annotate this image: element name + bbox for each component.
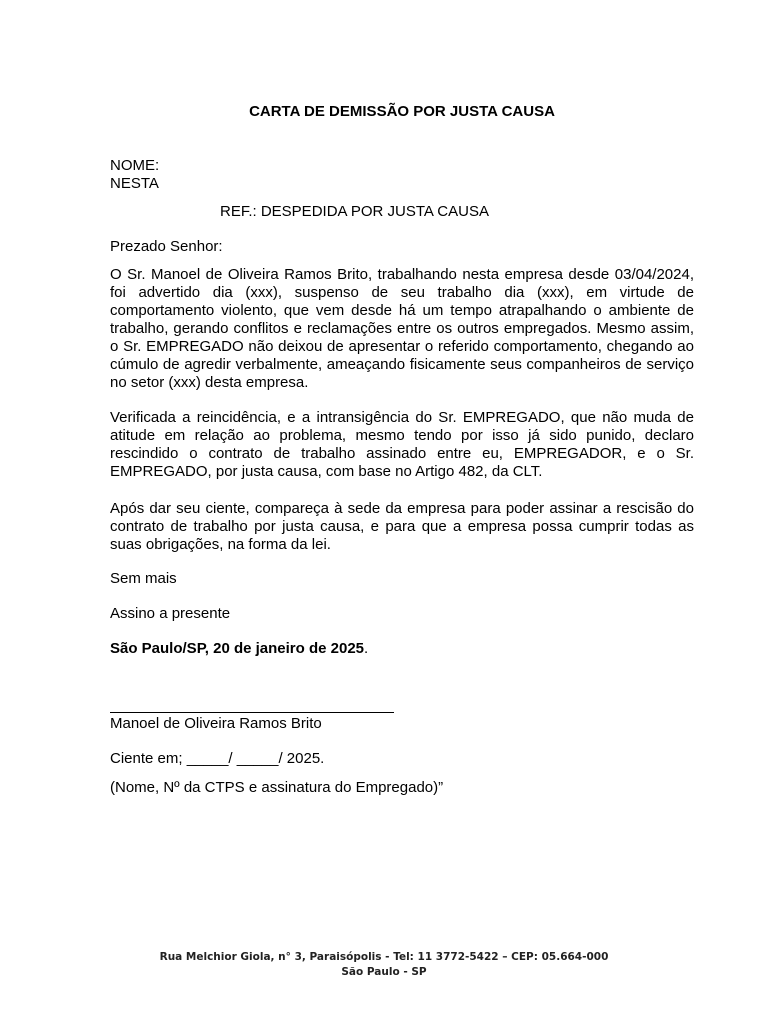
document-title: CARTA DE DEMISSÃO POR JUSTA CAUSA bbox=[249, 103, 555, 120]
place-and-date bbox=[110, 640, 368, 658]
acknowledgement-date: Ciente em; _____/ _____/ 2025. bbox=[110, 750, 325, 767]
closing-sem-mais: Sem mais bbox=[110, 570, 177, 587]
body-paragraph-3: Após dar seu ciente, compareça à sede da empresa para poder assinar a rescisão do contrato de trabalho por justa causa, e para que a empresa possa cumprir todas as suas obrigações, na forma da lei. bbox=[110, 500, 694, 553]
reference-line: REF.: DESPEDIDA POR JUSTA CAUSA bbox=[220, 203, 489, 220]
ctps-note: (Nome, Nº da CTPS e assinatura do Empregado)” bbox=[110, 779, 444, 796]
place-and-date-suffix: . bbox=[364, 640, 369, 657]
salutation: Prezado Senhor: bbox=[110, 238, 223, 255]
footer-address: Rua Melchior Giola, n° 3, Paraisópolis - Tel: 11 3772-5422 – CEP: 05.664-000 bbox=[159, 951, 609, 963]
place-and-date-bold: São Paulo/SP, 20 de janeiro de 2025 bbox=[110, 640, 365, 657]
footer-city: São Paulo - SP bbox=[341, 966, 427, 978]
signature-line bbox=[110, 712, 394, 713]
body-paragraph-1: O Sr. Manoel de Oliveira Ramos Brito, trabalhando nesta empresa desde 03/04/2024, foi advertido dia (xxx), suspenso de seu trabalho dia (xxx), em virtude de comportamento violento, que vem desde há um tempo atrapalhando o ambiente de trabalho, gerando conflitos e reclamações entre os outros empregados. Mesmo assim, o Sr. EMPREGADO não deixou de apresentar o referido comportamento, chegando ao cúmulo de agredir verbalmente, ameaçando fisicamente seus companheiros de serviço no setor (xxx) desta empresa. bbox=[110, 266, 694, 391]
recipient-location-label: NESTA bbox=[110, 175, 159, 192]
footer bbox=[0, 950, 768, 980]
body-paragraph-2: Verificada a reincidência, e a intransigência do Sr. EMPREGADO, que não muda de atitude em relação ao problema, mesmo tendo por isso já sido punido, declaro rescindido o contrato de trabalho assinado entre eu, EMPREGADOR, e o Sr. EMPREGADO, por justa causa, com base no Artigo 482, da CLT. bbox=[110, 409, 694, 480]
recipient-name-label: NOME: bbox=[110, 157, 160, 174]
signatory-name: Manoel de Oliveira Ramos Brito bbox=[110, 715, 322, 732]
closing-assino: Assino a presente bbox=[110, 605, 231, 622]
